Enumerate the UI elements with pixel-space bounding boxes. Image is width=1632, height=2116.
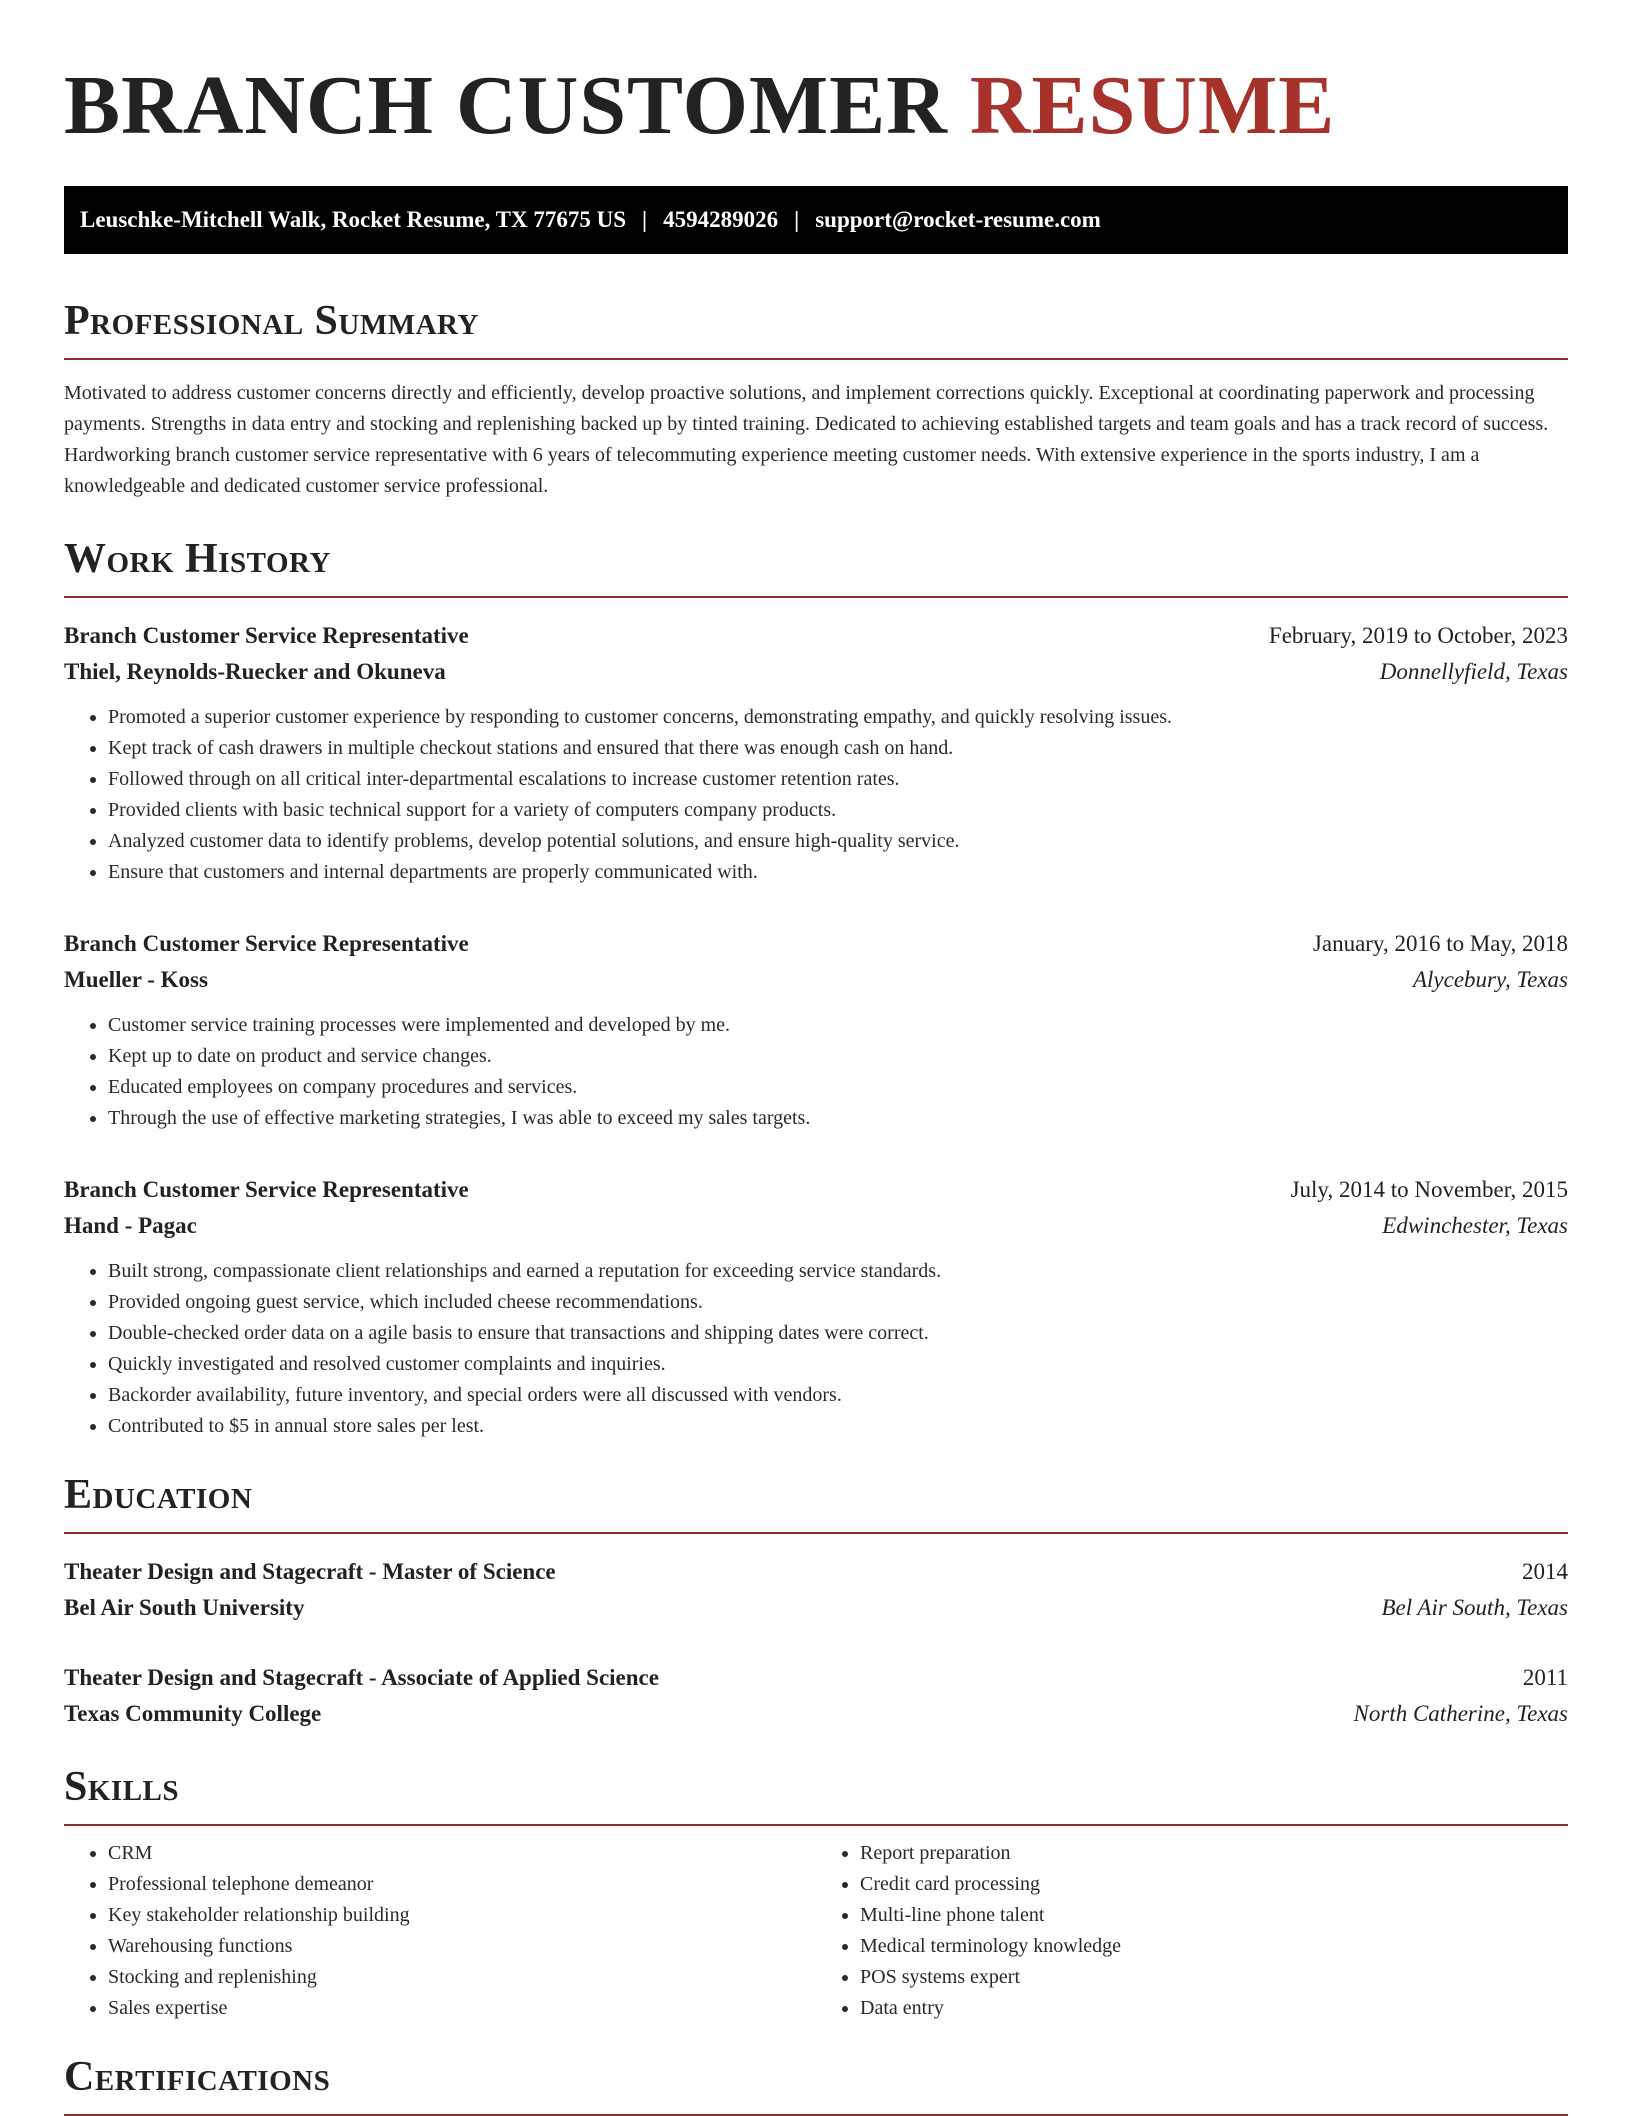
job-location: Edwinchester, Texas xyxy=(1382,1213,1568,1238)
job-title: Branch Customer Service Representative xyxy=(64,931,469,956)
skill-item: • POS systems expert xyxy=(860,1962,1568,1993)
section-divider xyxy=(64,358,1568,360)
work-history-section xyxy=(64,538,1568,1442)
section-divider xyxy=(64,596,1568,598)
job-dates: January, 2016 to May, 2018 xyxy=(1312,931,1568,956)
list-item: • Ensure that customers and internal departments are properly communicated with. xyxy=(108,857,1568,888)
section-heading: Work History xyxy=(64,536,331,582)
summary-text: Motivated to address customer concerns directly and efficiently, develop proactive solutions, and implement corrections quickly. Exceptional at coordinating paperwork and processing payments. Strengths in data entry and stocking and replenishing backed up by tinted training. Dedicated to achieving established targets and team goals and has a track record of success. Hardworking branch customer service representative with 6 years of telecommuting experience meeting customer needs. With extensive experience in the sports industry, I am a knowledgeable and dedicated customer service professional. xyxy=(64,382,1549,497)
title-main: BRANCH CUSTOMER xyxy=(64,59,948,152)
job-bullets xyxy=(64,1256,1568,1442)
list-item: • Double-checked order data on a agile basis to ensure that transactions and shipping dates were correct. xyxy=(108,1318,1568,1349)
job-dates: February, 2019 to October, 2023 xyxy=(1268,623,1568,648)
section-heading: Professional Summary xyxy=(64,298,479,344)
skill-item: • Professional telephone demeanor xyxy=(108,1869,816,1900)
job-bullets xyxy=(64,1010,1568,1134)
certifications-section xyxy=(64,2056,1568,2116)
section-heading: Education xyxy=(64,1472,253,1518)
title-accent: RESUME xyxy=(969,59,1336,152)
contact-email: support@rocket-resume.com xyxy=(815,207,1101,232)
job-location: Donnellyfield, Texas xyxy=(1379,659,1568,684)
contact-address: Leuschke-Mitchell Walk, Rocket Resume, TX 77675 US xyxy=(80,207,627,232)
education-location: North Catherine, Texas xyxy=(1353,1701,1568,1726)
education-section xyxy=(64,1474,1568,1732)
job-entry xyxy=(64,618,1568,888)
job-dates: July, 2014 to November, 2015 xyxy=(1290,1177,1568,1202)
section-divider xyxy=(64,1824,1568,1826)
list-item: • Kept track of cash drawers in multiple checkout stations and ensured that there was enough cash on hand. xyxy=(108,733,1568,764)
list-item: • Built strong, compassionate client relationships and earned a reputation for exceeding service standards. xyxy=(108,1256,1568,1287)
list-item: • Provided clients with basic technical support for a variety of computers company products. xyxy=(108,795,1568,826)
job-bullets xyxy=(64,702,1568,888)
skill-item: • Credit card processing xyxy=(860,1869,1568,1900)
job-entry xyxy=(64,1172,1568,1442)
job-company: Mueller - Koss xyxy=(64,967,208,992)
education-degree: Theater Design and Stagecraft - Master of Science xyxy=(64,1559,556,1584)
section-divider xyxy=(64,1532,1568,1534)
list-item: • Customer service training processes were implemented and developed by me. xyxy=(108,1010,1568,1041)
skill-item: • Warehousing functions xyxy=(108,1931,816,1962)
education-school: Bel Air South University xyxy=(64,1595,305,1620)
section-heading: Skills xyxy=(64,1764,180,1810)
list-item: • Promoted a superior customer experience by responding to customer concerns, demonstrating empathy, and quickly resolving issues. xyxy=(108,702,1568,733)
skill-item: • Sales expertise xyxy=(108,1993,816,2024)
list-item: • Quickly investigated and resolved customer complaints and inquiries. xyxy=(108,1349,1568,1380)
education-year: 2014 xyxy=(1522,1559,1568,1584)
job-title: Branch Customer Service Representative xyxy=(64,623,469,648)
job-entry xyxy=(64,926,1568,1134)
skills-columns xyxy=(64,1838,1568,2024)
summary-section xyxy=(64,300,1568,502)
job-company: Hand - Pagac xyxy=(64,1213,197,1238)
skill-item: • Data entry xyxy=(860,1993,1568,2024)
list-item: • Provided ongoing guest service, which included cheese recommendations. xyxy=(108,1287,1568,1318)
skill-item: • Stocking and replenishing xyxy=(108,1962,816,1993)
list-item: • Through the use of effective marketing strategies, I was able to exceed my sales targets. xyxy=(108,1103,1568,1134)
education-year: 2011 xyxy=(1522,1665,1568,1690)
contact-bar xyxy=(64,186,1568,254)
list-item: • Followed through on all critical inter-departmental escalations to increase customer retention rates. xyxy=(108,764,1568,795)
section-heading: Certifications xyxy=(64,2054,331,2100)
education-entry xyxy=(64,1554,1568,1626)
skills-section xyxy=(64,1766,1568,2024)
skill-item: • Multi-line phone talent xyxy=(860,1900,1568,1931)
contact-phone: 4594289026 xyxy=(663,207,779,232)
list-item: • Contributed to $5 in annual store sales per lest. xyxy=(108,1411,1568,1442)
education-degree: Theater Design and Stagecraft - Associate of Applied Science xyxy=(64,1665,659,1690)
skills-list-left xyxy=(64,1838,816,2024)
skill-item: • Key stakeholder relationship building xyxy=(108,1900,816,1931)
job-title: Branch Customer Service Representative xyxy=(64,1177,469,1202)
resume-title xyxy=(64,56,1568,152)
education-entry xyxy=(64,1660,1568,1732)
skill-item: • Medical terminology knowledge xyxy=(860,1931,1568,1962)
list-item: • Analyzed customer data to identify problems, develop potential solutions, and ensure high-quality service. xyxy=(108,826,1568,857)
list-item: • Kept up to date on product and service changes. xyxy=(108,1041,1568,1072)
skills-list-right xyxy=(816,1838,1568,2024)
job-location: Alycebury, Texas xyxy=(1412,967,1568,992)
skill-item: • Report preparation xyxy=(860,1838,1568,1869)
contact-separator: | xyxy=(794,207,800,232)
skill-item: • CRM xyxy=(108,1838,816,1869)
list-item: • Educated employees on company procedures and services. xyxy=(108,1072,1568,1103)
list-item: • Backorder availability, future inventory, and special orders were all discussed with vendors. xyxy=(108,1380,1568,1411)
education-school: Texas Community College xyxy=(64,1701,322,1726)
contact-separator: | xyxy=(642,207,648,232)
job-company: Thiel, Reynolds-Ruecker and Okuneva xyxy=(64,659,446,684)
education-location: Bel Air South, Texas xyxy=(1381,1595,1568,1620)
